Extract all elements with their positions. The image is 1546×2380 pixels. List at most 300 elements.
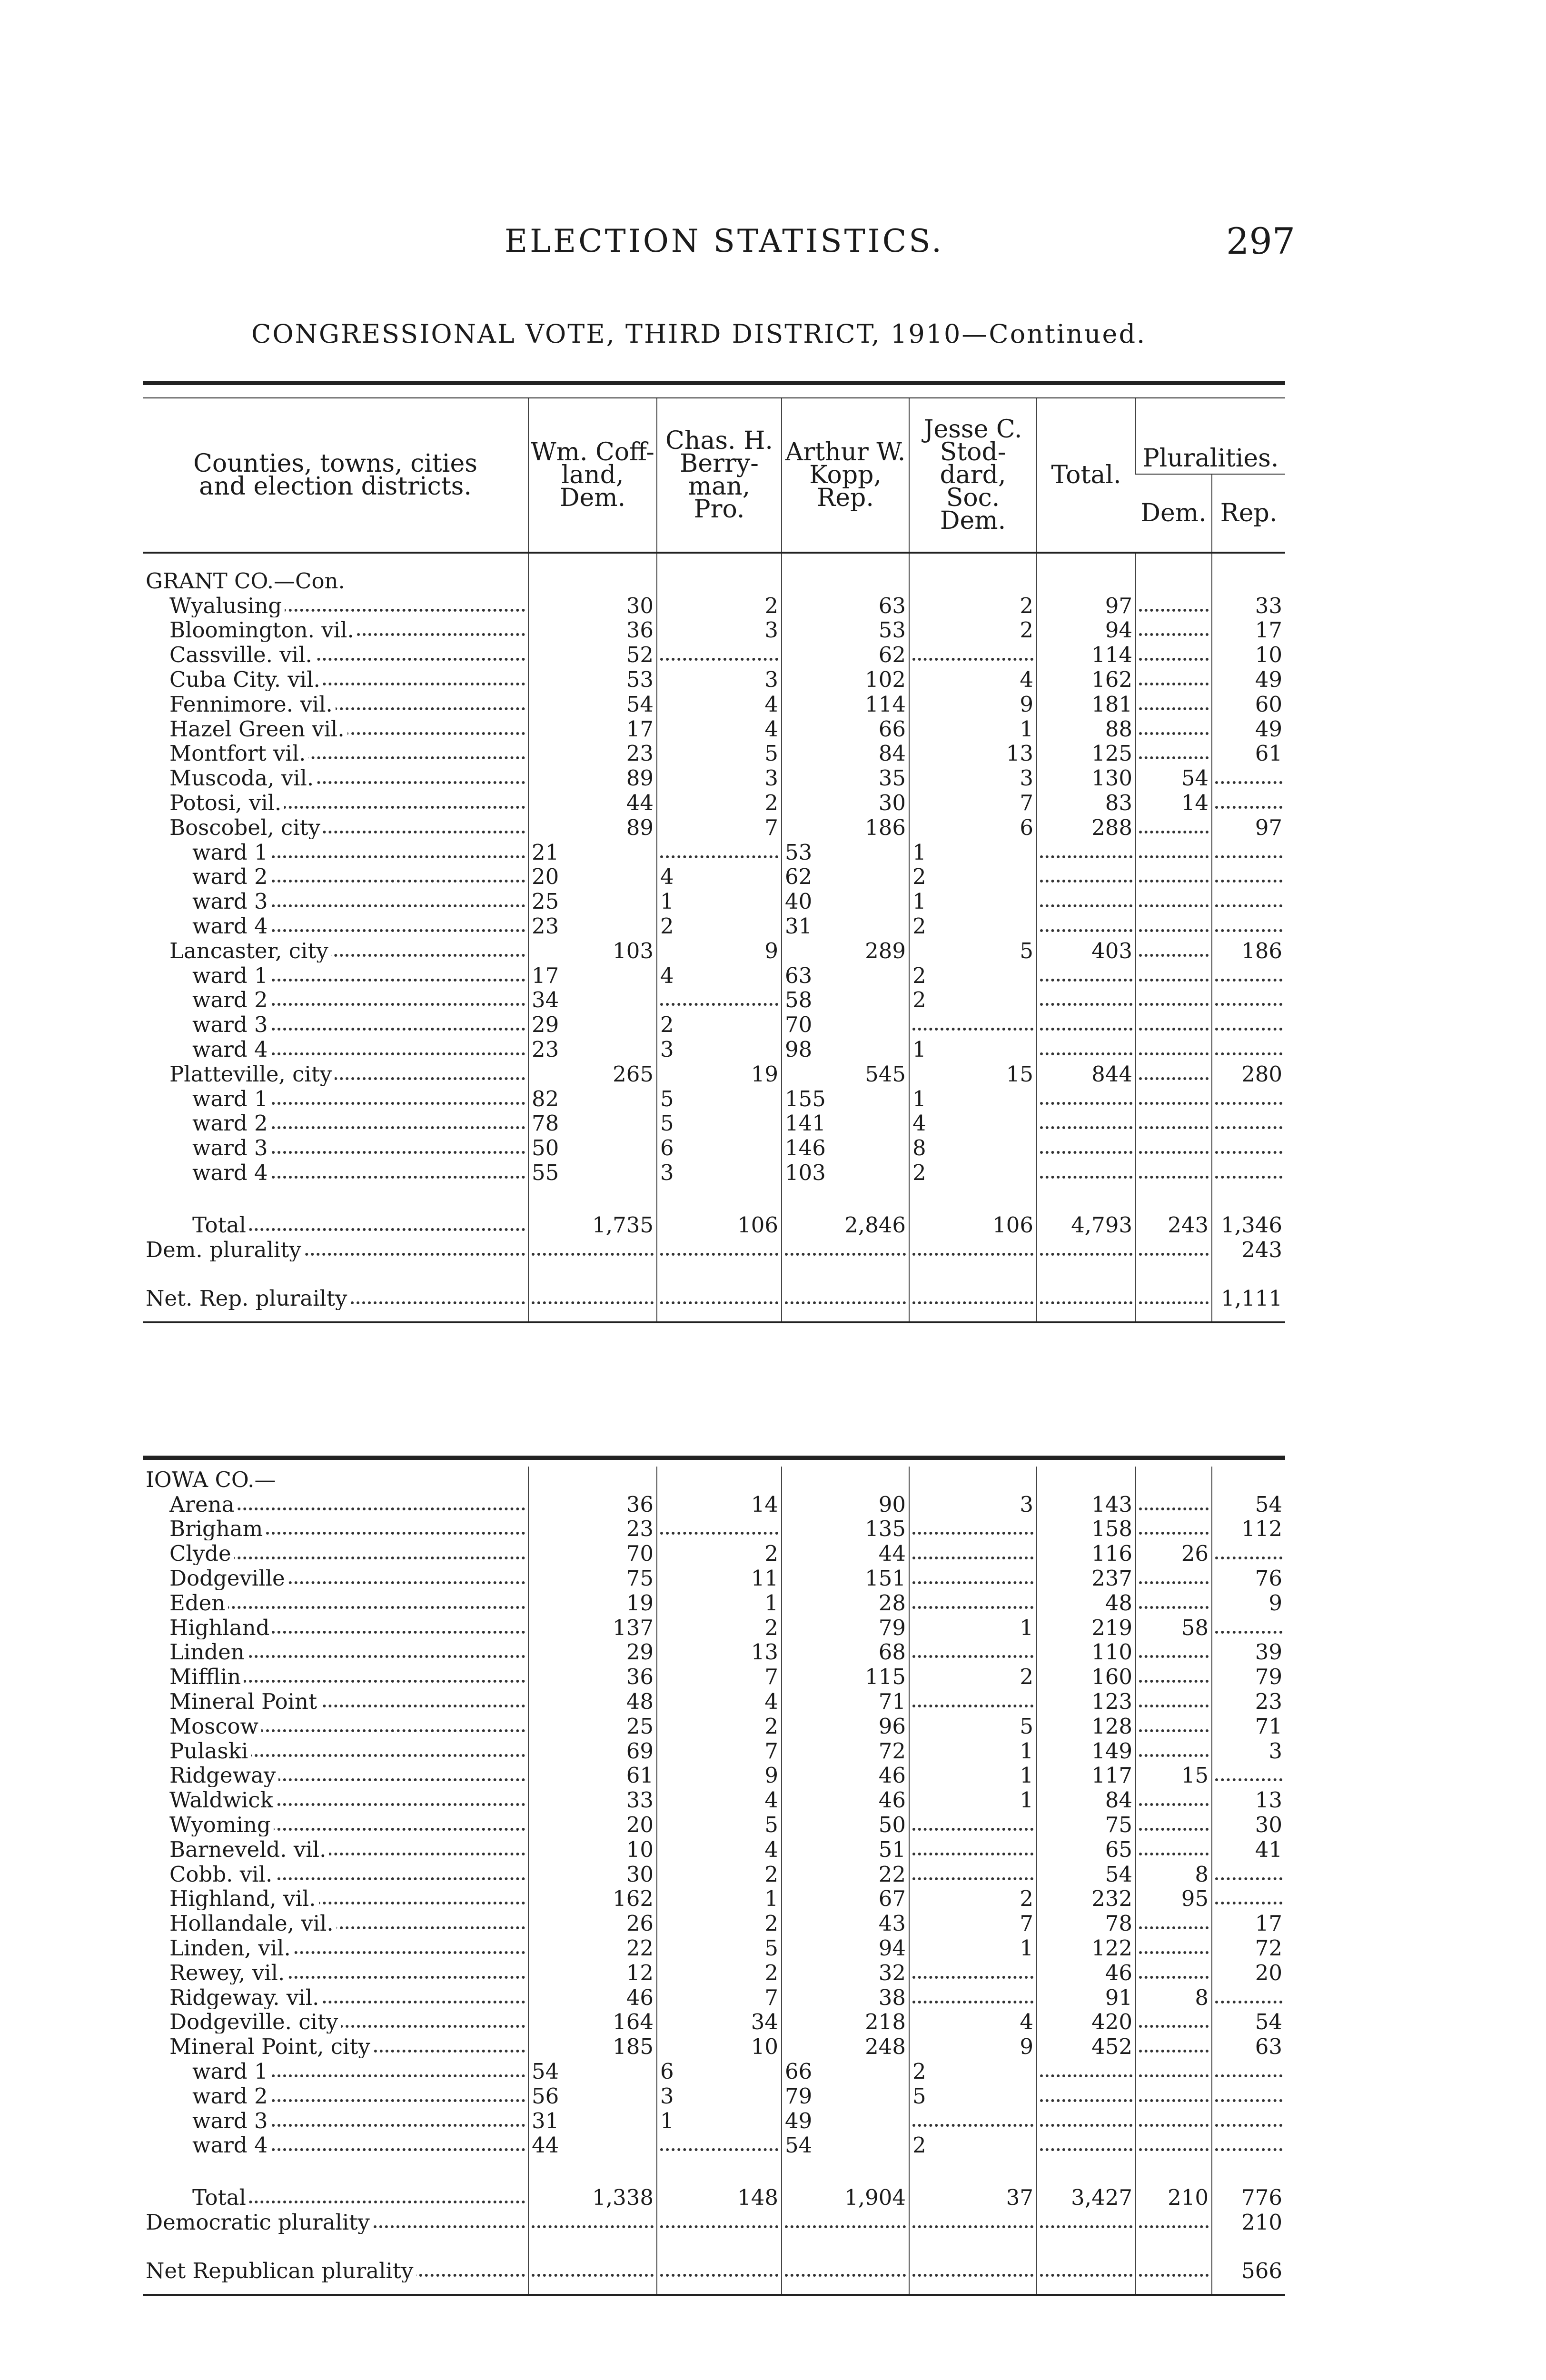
cell-stoddard: 6: [909, 814, 1037, 839]
cell-plurality-dem: 14: [1136, 790, 1212, 814]
cell-kopp: 66: [782, 2058, 909, 2083]
cell-stoddard: 1: [909, 1086, 1037, 1111]
column-header-coffland: Wm. Coff- land, Dem.: [528, 398, 657, 553]
cell-kopp: 68: [782, 1639, 909, 1664]
cell-stoddard: 5: [909, 1713, 1037, 1738]
column-header-berryman: Chas. H. Berry- man, Pro.: [657, 398, 782, 553]
cell-plurality-dem: [1136, 1160, 1212, 1184]
cell-plurality-dem: [1136, 642, 1212, 666]
cell-coffland: 12: [528, 1960, 657, 1984]
cell-coffland: 46: [528, 1984, 657, 2009]
row-label-cell: [143, 2033, 528, 2058]
cell-berryman: 5: [657, 1935, 782, 1960]
cell-kopp: 98: [782, 1036, 909, 1061]
cell-berryman: 11: [657, 1565, 782, 1590]
cell-coffland: 70: [528, 1540, 657, 1565]
cell-kopp: 141: [782, 1111, 909, 1135]
cell-total: 130: [1037, 765, 1136, 790]
cell-total: [1037, 1160, 1136, 1184]
cell-stoddard: 3: [909, 1491, 1037, 1516]
cell-plurality-rep: [1212, 987, 1285, 1012]
county-heading: GRANT CO.—Con.: [146, 568, 345, 593]
row-label-cell: [143, 1540, 528, 1565]
row-label-cell: [143, 1036, 528, 1061]
cell-kopp: 22: [782, 1861, 909, 1886]
row-label-cell: [143, 1812, 528, 1836]
cell-berryman: 2: [657, 1540, 782, 1565]
cell-coffland: 137: [528, 1615, 657, 1639]
cell-coffland: 36: [528, 1664, 657, 1688]
row-label-cell: [143, 814, 528, 839]
cell-coffland: 89: [528, 814, 657, 839]
cell-plurality-dem: [1136, 839, 1212, 864]
cell-coffland: 44: [528, 790, 657, 814]
row-label: Hollandale, vil.: [169, 1911, 337, 1935]
cell-total: 91: [1037, 1984, 1136, 2009]
net-plurality-row: [143, 2258, 1285, 2282]
row-label-cell: [143, 2132, 528, 2157]
cell-plurality-rep: [1212, 1984, 1285, 2009]
cell-plurality-rep: 20: [1212, 1960, 1285, 1984]
cell-total: 97: [1037, 593, 1136, 617]
cell-plurality-rep: [1212, 2083, 1285, 2108]
cell-kopp: 94: [782, 1935, 909, 1960]
cell-plurality-rep: 72: [1212, 1935, 1285, 1960]
table-row: [143, 1861, 1285, 1886]
cell-total: 123: [1037, 1688, 1136, 1713]
cell-berryman: [657, 2132, 782, 2157]
cell-total: [1037, 888, 1136, 913]
cell-coffland: 103: [528, 938, 657, 962]
row-label-cell: [143, 1861, 528, 1886]
cell-plurality-rep: 3: [1212, 1738, 1285, 1763]
cell-kopp: 62: [782, 864, 909, 889]
row-label: ward 1: [192, 1086, 271, 1111]
row-label: ward 4: [192, 913, 271, 938]
total-row: [143, 2181, 1285, 2209]
table-row: [143, 1565, 1285, 1590]
page-number: 297: [1226, 220, 1296, 262]
cell-plurality-dem: [1136, 1516, 1212, 1541]
cell-berryman: 13: [657, 1639, 782, 1664]
cell-stoddard: 15: [909, 1061, 1037, 1086]
cell-total: [1037, 839, 1136, 864]
table-row: [143, 716, 1285, 741]
cell-plurality-dem: [1136, 666, 1212, 691]
cell-plurality-dem: [1136, 1590, 1212, 1615]
cell-berryman: 10: [657, 2033, 782, 2058]
cell-total: [1037, 864, 1136, 889]
cell-stoddard: [909, 2108, 1037, 2132]
row-label: Rewey, vil.: [169, 1960, 287, 1984]
cell-coffland: 164: [528, 2009, 657, 2034]
net-plurality-value: 1,111: [1212, 1285, 1285, 1310]
cell-total: 149: [1037, 1738, 1136, 1763]
cell-plurality-rep: 23: [1212, 1688, 1285, 1713]
cell-plurality-dem: 95: [1136, 1886, 1212, 1911]
cell-plurality-dem: [1136, 1713, 1212, 1738]
table-row: [143, 839, 1285, 864]
cell-berryman: 5: [657, 1111, 782, 1135]
cell-stoddard: 2: [909, 1160, 1037, 1184]
row-label: ward 4: [192, 1160, 271, 1184]
row-label: ward 1: [192, 2059, 271, 2083]
row-label: Highland: [169, 1615, 272, 1639]
cell-total: 94: [1037, 617, 1136, 642]
row-label-cell: [143, 1639, 528, 1664]
cell-plurality-dem: 8: [1136, 1984, 1212, 2009]
cell-stoddard: 2: [909, 2058, 1037, 2083]
cell-plurality-dem: [1136, 593, 1212, 617]
cell-coffland: 89: [528, 765, 657, 790]
cell-berryman: 6: [657, 2058, 782, 2083]
cell-coffland: 54: [528, 2058, 657, 2083]
row-label-cell: [143, 1061, 528, 1086]
table-row: [143, 2009, 1285, 2034]
cell-plurality-dem: [1136, 1565, 1212, 1590]
row-label-cell: [143, 1984, 528, 2009]
cell-plurality-dem: [1136, 2033, 1212, 2058]
cell-plurality-dem: [1136, 913, 1212, 938]
cell-berryman: 4: [657, 1787, 782, 1812]
cell-plurality-dem: [1136, 617, 1212, 642]
cell-plurality-rep: 49: [1212, 716, 1285, 741]
iowa-rows: [143, 1491, 1285, 2157]
net-plurality-row: [143, 1285, 1285, 1310]
cell-plurality-rep: 60: [1212, 691, 1285, 716]
total-coffland: 1,338: [528, 2181, 657, 2209]
cell-berryman: 3: [657, 765, 782, 790]
cell-coffland: 19: [528, 1590, 657, 1615]
net-plurality-label: Net Republican plurality: [146, 2258, 416, 2282]
row-label: Barneveld. vil.: [169, 1837, 329, 1861]
cell-plurality-dem: [1136, 1491, 1212, 1516]
row-label: ward 2: [192, 2083, 271, 2108]
cell-total: [1037, 1012, 1136, 1036]
row-label: Mineral Point, city: [169, 2034, 373, 2058]
table-row: [143, 1763, 1285, 1787]
cell-stoddard: 1: [909, 1935, 1037, 1960]
cell-total: [1037, 2132, 1136, 2157]
cell-berryman: 4: [657, 962, 782, 987]
cell-total: 162: [1037, 666, 1136, 691]
cell-plurality-rep: 10: [1212, 642, 1285, 666]
table-row: [143, 790, 1285, 814]
cell-berryman: 9: [657, 1763, 782, 1787]
row-label-cell: [143, 839, 528, 864]
column-header-stoddard: Jesse C. Stod- dard, Soc. Dem.: [909, 398, 1037, 553]
row-label: Mineral Point: [169, 1689, 320, 1713]
cell-coffland: 10: [528, 1836, 657, 1861]
cell-kopp: 114: [782, 691, 909, 716]
cell-coffland: 29: [528, 1639, 657, 1664]
row-label: Cuba City. vil.: [169, 667, 323, 691]
cell-berryman: 3: [657, 617, 782, 642]
row-label: Cassville. vil.: [169, 642, 315, 666]
column-header-kopp: Arthur W. Kopp, Rep.: [782, 398, 909, 553]
cell-kopp: 46: [782, 1787, 909, 1812]
table-row: [143, 962, 1285, 987]
row-label-cell: [143, 1787, 528, 1812]
cell-kopp: 35: [782, 765, 909, 790]
row-label-cell: [143, 691, 528, 716]
row-label-cell: [143, 642, 528, 666]
running-title: ELECTION STATISTICS.: [505, 223, 944, 259]
cell-kopp: 146: [782, 1135, 909, 1160]
cell-plurality-dem: [1136, 1036, 1212, 1061]
row-label: Waldwick: [169, 1787, 276, 1812]
row-label-cell: [143, 938, 528, 962]
cell-stoddard: 2: [909, 1886, 1037, 1911]
table-row: [143, 593, 1285, 617]
total-plurality-dem: 210: [1136, 2181, 1212, 2209]
row-label-cell: [143, 1664, 528, 1688]
cell-berryman: 4: [657, 1836, 782, 1861]
row-label: Boscobel, city: [169, 815, 323, 839]
row-label: Pulaski: [169, 1738, 251, 1763]
net-plurality-value: 566: [1212, 2258, 1285, 2282]
row-label: ward 3: [192, 889, 271, 913]
row-label: Moscow: [169, 1714, 261, 1738]
table-row: [143, 1135, 1285, 1160]
row-label-cell: [143, 716, 528, 741]
cell-total: 219: [1037, 1615, 1136, 1639]
cell-kopp: 115: [782, 1664, 909, 1688]
row-label: Muscoda, vil.: [169, 765, 317, 790]
cell-berryman: 1: [657, 1886, 782, 1911]
table-row: [143, 2108, 1285, 2132]
row-label: Linden: [169, 1639, 248, 1664]
row-label-cell: [143, 765, 528, 790]
row-label: Hazel Green vil.: [169, 716, 347, 741]
table-row: [143, 1935, 1285, 1960]
cell-plurality-dem: [1136, 691, 1212, 716]
column-header-plurality-dem: Dem.: [1136, 474, 1212, 553]
cell-kopp: 43: [782, 1910, 909, 1935]
cell-total: 65: [1037, 1836, 1136, 1861]
row-label-cell: [143, 790, 528, 814]
cell-plurality-dem: [1136, 2083, 1212, 2108]
row-label: ward 2: [192, 987, 271, 1012]
cell-plurality-dem: [1136, 1910, 1212, 1935]
cell-coffland: 53: [528, 666, 657, 691]
cell-coffland: 36: [528, 1491, 657, 1516]
total-votes: 4,793: [1037, 1208, 1136, 1237]
row-label: ward 3: [192, 1135, 271, 1160]
table-row: [143, 1012, 1285, 1036]
cell-stoddard: 1: [909, 716, 1037, 741]
cell-plurality-dem: [1136, 2009, 1212, 2034]
cell-stoddard: [909, 1590, 1037, 1615]
cell-total: 54: [1037, 1861, 1136, 1886]
cell-plurality-rep: 63: [1212, 2033, 1285, 2058]
cell-coffland: 50: [528, 1135, 657, 1160]
cell-plurality-rep: [1212, 1086, 1285, 1111]
row-label-cell: [143, 1615, 528, 1639]
row-label-cell: [143, 913, 528, 938]
row-label-cell: [143, 666, 528, 691]
cell-berryman: 9: [657, 938, 782, 962]
cell-berryman: 19: [657, 1061, 782, 1086]
cell-stoddard: 2: [909, 617, 1037, 642]
cell-plurality-dem: [1136, 716, 1212, 741]
cell-kopp: 58: [782, 987, 909, 1012]
cell-kopp: 63: [782, 962, 909, 987]
cell-plurality-rep: 186: [1212, 938, 1285, 962]
cell-berryman: 2: [657, 1012, 782, 1036]
cell-kopp: 70: [782, 1012, 909, 1036]
row-label: Highland, vil.: [169, 1886, 319, 1910]
cell-coffland: 54: [528, 691, 657, 716]
cell-plurality-rep: [1212, 1111, 1285, 1135]
cell-berryman: 3: [657, 2083, 782, 2108]
cell-plurality-rep: [1212, 962, 1285, 987]
cell-berryman: 2: [657, 1615, 782, 1639]
cell-total: 114: [1037, 642, 1136, 666]
cell-kopp: 30: [782, 790, 909, 814]
cell-stoddard: 2: [909, 987, 1037, 1012]
cell-coffland: 30: [528, 593, 657, 617]
cell-berryman: 4: [657, 864, 782, 889]
row-label: Cobb. vil.: [169, 1862, 275, 1886]
cell-kopp: 72: [782, 1738, 909, 1763]
cell-berryman: [657, 839, 782, 864]
table-row: [143, 765, 1285, 790]
cell-coffland: 30: [528, 1861, 657, 1886]
row-label: Brigham: [169, 1516, 266, 1540]
cell-stoddard: [909, 1639, 1037, 1664]
cell-total: 46: [1037, 1960, 1136, 1984]
cell-stoddard: 1: [909, 1787, 1037, 1812]
table-row: [143, 1111, 1285, 1135]
row-label-cell: [143, 1886, 528, 1911]
row-label: Ridgeway. vil.: [169, 1985, 322, 2009]
row-label-cell: [143, 888, 528, 913]
row-label-cell: [143, 1960, 528, 1984]
total-stoddard: 106: [909, 1208, 1037, 1237]
table-row: [143, 1984, 1285, 2009]
cell-berryman: 7: [657, 1664, 782, 1688]
cell-stoddard: [909, 1960, 1037, 1984]
table-row: [143, 2058, 1285, 2083]
cell-plurality-rep: 79: [1212, 1664, 1285, 1688]
grant-county-table: [143, 381, 1285, 1323]
row-label: Bloomington. vil.: [169, 617, 357, 642]
cell-total: 288: [1037, 814, 1136, 839]
row-label-cell: [143, 1935, 528, 1960]
total-label: Total: [192, 1212, 249, 1237]
cell-coffland: 265: [528, 1061, 657, 1086]
cell-plurality-rep: 61: [1212, 741, 1285, 765]
table-row: [143, 1639, 1285, 1664]
cell-total: 83: [1037, 790, 1136, 814]
table-row: [143, 2083, 1285, 2108]
cell-total: 122: [1037, 1935, 1136, 1960]
cell-plurality-rep: 280: [1212, 1061, 1285, 1086]
cell-plurality-dem: [1136, 864, 1212, 889]
cell-plurality-dem: [1136, 987, 1212, 1012]
row-label-cell: [143, 741, 528, 765]
cell-total: [1037, 2058, 1136, 2083]
total-berryman: 106: [657, 1208, 782, 1237]
cell-total: [1037, 2083, 1136, 2108]
cell-kopp: 53: [782, 617, 909, 642]
cell-berryman: 1: [657, 1590, 782, 1615]
cell-total: 84: [1037, 1787, 1136, 1812]
cell-coffland: 33: [528, 1787, 657, 1812]
cell-coffland: 23: [528, 1516, 657, 1541]
cell-coffland: 34: [528, 987, 657, 1012]
table-row: [143, 1812, 1285, 1836]
cell-plurality-rep: 54: [1212, 1491, 1285, 1516]
cell-stoddard: [909, 1861, 1037, 1886]
row-label-cell: [143, 1160, 528, 1184]
row-label-cell: [143, 1713, 528, 1738]
cell-total: 88: [1037, 716, 1136, 741]
row-label: Wyalusing: [169, 593, 285, 617]
row-label-cell: [143, 2009, 528, 2034]
cell-stoddard: 4: [909, 666, 1037, 691]
cell-plurality-dem: [1136, 1688, 1212, 1713]
cell-stoddard: 7: [909, 1910, 1037, 1935]
cell-kopp: 46: [782, 1763, 909, 1787]
column-header-area: Counties, towns, cities and election districts.: [143, 398, 528, 553]
cell-plurality-rep: 112: [1212, 1516, 1285, 1541]
cell-coffland: 162: [528, 1886, 657, 1911]
cell-stoddard: 1: [909, 888, 1037, 913]
cell-berryman: 2: [657, 913, 782, 938]
cell-plurality-dem: [1136, 1012, 1212, 1036]
cell-plurality-dem: [1136, 1086, 1212, 1111]
cell-total: 403: [1037, 938, 1136, 962]
cell-coffland: 55: [528, 1160, 657, 1184]
cell-berryman: 2: [657, 1713, 782, 1738]
row-label: ward 3: [192, 2108, 271, 2132]
cell-coffland: 26: [528, 1910, 657, 1935]
cell-coffland: 17: [528, 962, 657, 987]
cell-stoddard: 2: [909, 1664, 1037, 1688]
row-label-cell: [143, 962, 528, 987]
table-row: [143, 1516, 1285, 1541]
cell-kopp: 44: [782, 1540, 909, 1565]
cell-berryman: 4: [657, 716, 782, 741]
cell-plurality-dem: [1136, 1738, 1212, 1763]
cell-plurality-rep: [1212, 1861, 1285, 1886]
cell-coffland: 185: [528, 2033, 657, 2058]
cell-total: [1037, 1086, 1136, 1111]
row-label: Montfort vil.: [169, 741, 308, 765]
cell-plurality-rep: [1212, 1012, 1285, 1036]
cell-kopp: 155: [782, 1086, 909, 1111]
cell-berryman: [657, 642, 782, 666]
cell-kopp: 84: [782, 741, 909, 765]
table-row: [143, 1910, 1285, 1935]
cell-stoddard: 2: [909, 913, 1037, 938]
cell-coffland: 23: [528, 741, 657, 765]
table-row: [143, 741, 1285, 765]
dem-plurality-row: [143, 2209, 1285, 2234]
cell-stoddard: 1: [909, 839, 1037, 864]
cell-berryman: 5: [657, 1812, 782, 1836]
cell-stoddard: 13: [909, 741, 1037, 765]
row-label-cell: [143, 1836, 528, 1861]
cell-total: 160: [1037, 1664, 1136, 1688]
cell-stoddard: [909, 1984, 1037, 2009]
cell-plurality-dem: 26: [1136, 1540, 1212, 1565]
cell-plurality-dem: [1136, 814, 1212, 839]
cell-total: 452: [1037, 2033, 1136, 2058]
cell-coffland: 48: [528, 1688, 657, 1713]
